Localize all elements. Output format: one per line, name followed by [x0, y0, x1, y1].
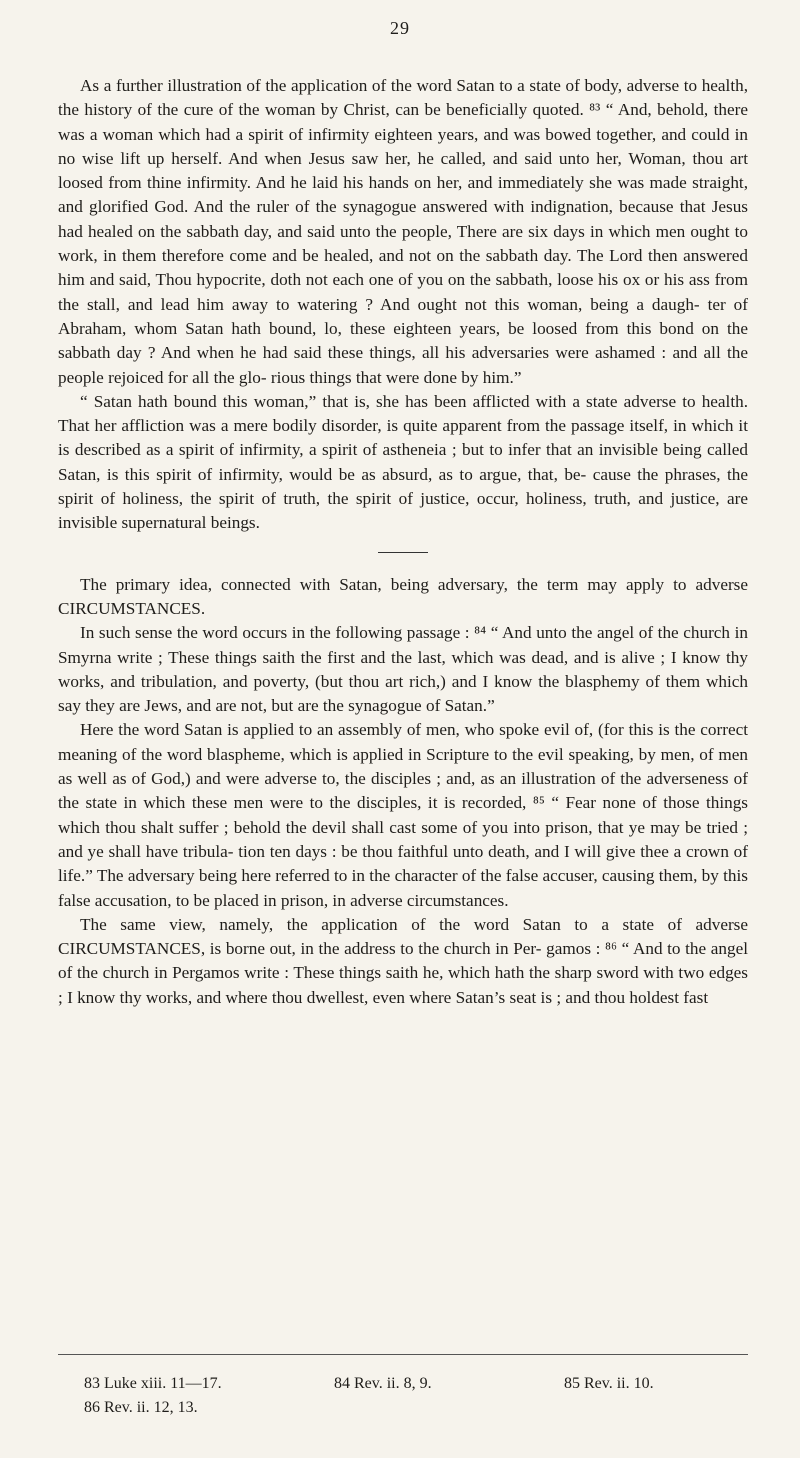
- paragraph-6: The same view, namely, the application of the word Satan to a state of adverse CIRCUMSTANCES, is borne out, in the address to the church in Per- gamos : ⁸⁶ “ And to the angel of the church in Pergamos write : These things saith he, which hath the sharp sword with two edges ; I know thy works, and where thou dwellest, even where Satan’s seat is ; and thou holdest fast: [58, 914, 748, 1007]
- footnote-row: [84, 1396, 748, 1420]
- paragraph-4: In such sense the word occurs in the following passage : ⁸⁴ “ And unto the angel of the church in Smyrna write ; These things saith the first and the last, which was dead, and is alive ; I know thy works, and tribulation, and poverty, (but thou art rich,) and I know the blasphemy of them which say they are Jews, and are not, but are the synagogue of Satan.”: [58, 623, 748, 716]
- paragraph-5: Here the word Satan is applied to an assembly of men, who spoke evil of, (for this is the correct meaning of the word blaspheme, which is applied in Scripture to the evil speaking, by men, of men as well as of God,) and were adverse to, the disciples ; and, as an illustration of the adverseness of the state in which these men were to the disciples, it is recorded, ⁸⁵ “ Fear none of those things which thou shalt suffer ; behold the devil shall cast some of you into prison, that ye may be tried ; and ye shall have tribula- tion ten days : be thou faithful unto death, and I will give thee a crown of life.” The adversary being here referred to in the character of the false accuser, causing them, by this false accusation, to be placed in prison, in adverse circumstances.: [58, 720, 748, 910]
- footnote-84: 84 Rev. ii. 8, 9.: [334, 1375, 432, 1392]
- footnote-rule: [58, 1354, 748, 1355]
- section-one: [58, 74, 748, 536]
- page-body: [58, 74, 748, 1010]
- page-number: 29: [390, 18, 410, 38]
- paragraph-2: “ Satan hath bound this woman,” that is, she has been afflicted with a state adverse to health. That her affliction was a mere bodily disorder, is quite apparent from the passage itself, in which it is described as a spirit of infirmity, a spirit of astheneia ; but to infer that an invisible being called Satan, is this spirit of infirmity, would be as absurd, as to argue, that, be- cause the phrases, the spirit of holiness, the spirit of truth, the spirit of justice, occur, holiness, truth, and justice, are invisible supernatural beings.: [58, 391, 748, 533]
- footnote-row: [84, 1372, 748, 1396]
- footnotes: [84, 1372, 748, 1420]
- paragraph-1: As a further illustration of the application of the word Satan to a state of body, adverse to health, the history of the cure of the woman by Christ, can be beneficially quoted. ⁸³ “ And, behold, there was a woman which had a spirit of infirmity eighteen years, and was bowed together, and could in no wise lift up herself. And when Jesus saw her, he called, and said unto her, Woman, thou art loosed from thine infirmity. And he laid his hands on her, and immediately she was made straight, and glorified God. And the ruler of the synagogue answered with indignation, because that Jesus had healed on the sabbath day, and said unto the people, There are six days in which men ought to work, in them therefore come and be healed, and not on the sabbath day. The Lord then answered him and said, Thou hypocrite, doth not each one of you on the sabbath, loose his ox or his ass from the stall, and lead him away to watering ? And ought not this woman, being a daugh- ter of Abraham, whom Satan hath bound, lo, these eighteen years, be loosed from this bond on the sabbath day ? And when he had said these things, all his adversaries were ashamed : and all the people rejoiced for all the glo- rious things that were done by him.”: [58, 76, 748, 387]
- footnote-83: 83 Luke xiii. 11—17.: [84, 1375, 222, 1392]
- section-two: [58, 573, 748, 1010]
- paragraph-3: The primary idea, connected with Satan, being adversary, the term may apply to adverse CIRCUMSTANCES.: [58, 574, 748, 618]
- footnote-85: 85 Rev. ii. 10.: [564, 1375, 654, 1392]
- footnote-86: 86 Rev. ii. 12, 13.: [84, 1399, 198, 1416]
- section-divider: [378, 552, 428, 553]
